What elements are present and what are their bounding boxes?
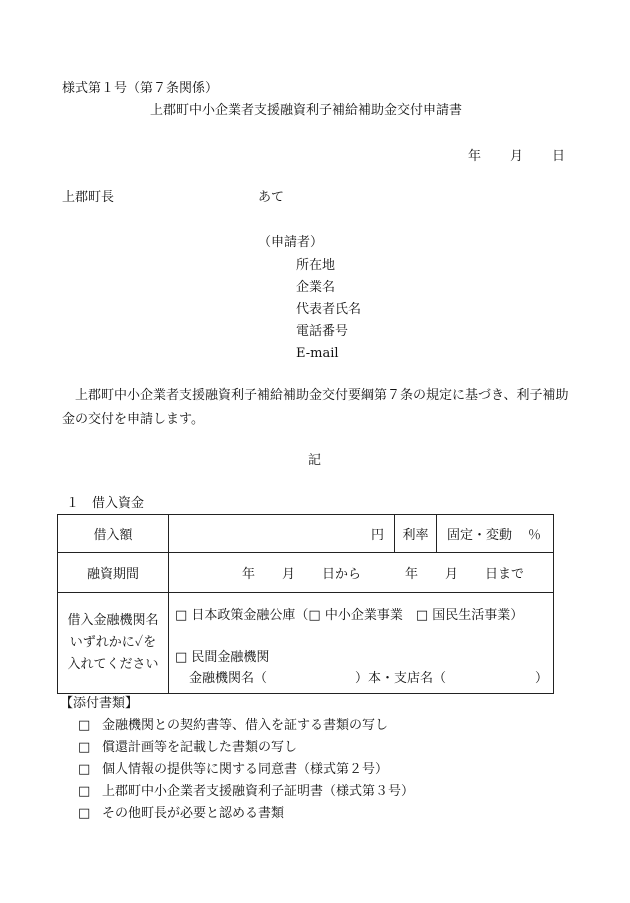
attachment-item-label: 金融機関との契約書等、借入を証する書類の写し [102,718,389,733]
period-to-day: 日まで [485,567,525,582]
period-to-month: 月 [445,567,459,582]
attachment-item[interactable] [78,741,297,754]
amount-value-cell[interactable] [169,515,395,553]
attachment-item-label: 償還計画等を記載した書類の写し [102,740,298,755]
applicant-field-representative: 代表者氏名 [296,302,362,317]
table-row-amount [58,515,554,553]
checkbox-icon[interactable]: □ [78,806,91,821]
addressee-suffix: あて [258,190,285,205]
applicant-field-address: 所在地 [296,258,336,273]
date-month: 月 [510,149,524,164]
attachment-item[interactable] [78,719,388,732]
attachment-item-label: 個人情報の提供等に関する同意書（様式第２号） [102,762,389,777]
applicant-field-phone: 電話番号 [296,324,349,339]
checkbox-icon[interactable]: □ [78,718,91,733]
attachment-item-label: その他町長が必要と認める書類 [102,806,285,821]
checkbox-icon[interactable]: □ [78,784,91,799]
date-year: 年 [468,149,482,164]
attachment-item[interactable] [78,785,414,798]
applicant-field-company: 企業名 [296,280,336,295]
attachment-item[interactable] [78,807,284,820]
attachments-heading: 【添付書類】 [60,696,139,711]
lender-label-cell [58,593,169,694]
period-value-cell[interactable] [169,553,554,593]
loan-table [57,514,554,694]
lender-branch-close: ） [535,671,549,686]
attachment-item-label: 上郡町中小企業者支援融資利子証明書（様式第３号） [102,784,415,799]
rate-label: 利率 [395,515,437,553]
lender-option-jfc[interactable]: □ 日本政策金融公庫（□ 中小企業事業 □ 国民生活事業） [175,608,524,623]
applicant-label: （申請者） [258,235,324,250]
table-row-lender [58,593,554,694]
date-line [468,150,565,163]
body-paragraph: 上郡町中小企業者支援融資利子補給補助金交付要綱第７条の規定に基づき、利子補助金の交付を申請します。 [62,388,569,427]
table-row-period [58,553,554,593]
lender-label-line-1: 借入金融機関名 [67,613,159,628]
percent-sign: ％ [527,528,541,543]
lender-label-line-2: いずれかに✓を [69,635,157,650]
applicant-field-email: E-mail [296,346,339,361]
yen-label: 円 [370,528,384,543]
section-heading: １ 借入資金 [66,496,145,511]
rate-type: 固定・変動 [447,528,513,543]
period-from-day: 日から [322,567,362,582]
ki-heading: 記 [308,453,322,468]
lender-option-private[interactable]: □ 民間金融機関 [175,650,270,665]
checkbox-icon[interactable]: □ [78,740,91,755]
rate-value-cell[interactable] [437,515,554,553]
lender-branch-label: ）本・支店名（ [355,671,447,686]
attachment-item[interactable] [78,763,388,776]
checkbox-icon[interactable]: □ [78,762,91,777]
period-from-year: 年 [242,567,256,582]
document-title: 上郡町中小企業者支援融資利子補給補助金交付申請書 [150,103,463,118]
form-number: 様式第１号（第７条関係） [62,81,219,96]
lender-name-label: 金融機関名（ [189,671,268,686]
period-to-year: 年 [405,567,419,582]
date-day: 日 [552,149,566,164]
lender-label-line-3: 入れてください [67,657,159,672]
amount-label: 借入額 [58,515,169,553]
addressee: 上郡町長 [62,190,115,205]
lender-options-cell [169,593,554,694]
period-label: 融資期間 [58,553,169,593]
period-from-month: 月 [282,567,296,582]
